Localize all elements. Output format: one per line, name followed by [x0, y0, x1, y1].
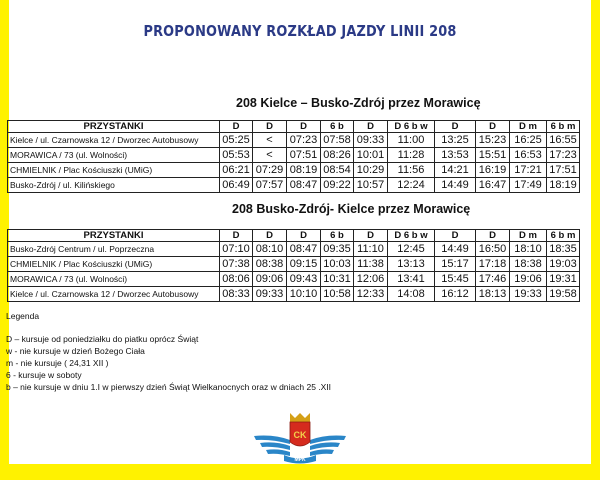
departure-time: 16:53 [510, 148, 547, 163]
departure-time: 13:53 [435, 148, 476, 163]
header-cell: D m [510, 121, 547, 133]
departure-time: 13:41 [388, 272, 435, 287]
stop-name: MORAWICA / 73 (ul. Wolności) [8, 272, 220, 287]
departure-time: 11:00 [388, 133, 435, 148]
departure-time: 08:47 [287, 242, 321, 257]
stop-name: Kielce / ul. Czarnowska 12 / Dworzec Autobusowy [8, 133, 220, 148]
table-header-row [8, 121, 580, 133]
header-cell: D 6 b w [388, 230, 435, 242]
header-cell: D [476, 121, 510, 133]
departure-time: 07:23 [287, 133, 321, 148]
departure-time: 07:58 [321, 133, 354, 148]
stop-name: MORAWICA / 73 (ul. Wolności) [8, 148, 220, 163]
table-row [8, 148, 580, 163]
departure-time: 19:31 [547, 272, 580, 287]
header-cell: D [220, 230, 253, 242]
departure-time: 14:21 [435, 163, 476, 178]
departure-time: 18:19 [547, 178, 580, 193]
header-cell: 6 b m [547, 121, 580, 133]
departure-time: 09:06 [253, 272, 287, 287]
timetable-2 [7, 229, 580, 302]
legend [6, 333, 331, 393]
legend-item: 6 - kursuje w soboty [6, 370, 82, 380]
departure-time: 08:33 [220, 287, 253, 302]
departure-time: 16:50 [476, 242, 510, 257]
departure-time: 16:12 [435, 287, 476, 302]
departure-time: 10:29 [354, 163, 388, 178]
departure-time: 14:49 [435, 178, 476, 193]
header-cell: D [287, 121, 321, 133]
header-cell: D [476, 230, 510, 242]
departure-time: 12:24 [388, 178, 435, 193]
departure-time: 18:10 [510, 242, 547, 257]
header-cell: PRZYSTANKI [8, 230, 220, 242]
departure-time: 17:21 [510, 163, 547, 178]
header-cell: D [354, 121, 388, 133]
table-row [8, 257, 580, 272]
departure-time: 05:53 [220, 148, 253, 163]
header-cell: 6 b m [547, 230, 580, 242]
departure-time: 14:08 [388, 287, 435, 302]
departure-time: 17:23 [547, 148, 580, 163]
departure-time: 17:51 [547, 163, 580, 178]
departure-time: 08:06 [220, 272, 253, 287]
stop-name: CHMIELNIK / Plac Kościuszki (UMiG) [8, 163, 220, 178]
timetable-1-title: 208 Kielce – Busko-Zdrój przez Morawicę [236, 96, 481, 110]
departure-time: 12:45 [388, 242, 435, 257]
departure-time: 08:10 [253, 242, 287, 257]
departure-time: 13:13 [388, 257, 435, 272]
departure-time: 18:35 [547, 242, 580, 257]
departure-time: 15:45 [435, 272, 476, 287]
stop-name: Kielce / ul. Czarnowska 12 / Dworzec Autobusowy [8, 287, 220, 302]
departure-time: 09:15 [287, 257, 321, 272]
svg-text:MPK: MPK [294, 457, 306, 463]
legend-item: w - nie kursuje w dzień Bożego Ciała [6, 346, 145, 356]
header-cell: D [435, 121, 476, 133]
departure-time: < [253, 148, 287, 163]
departure-time: 15:17 [435, 257, 476, 272]
ck-mpk-logo-icon [254, 410, 346, 471]
departure-time: 19:06 [510, 272, 547, 287]
departure-time: 09:22 [321, 178, 354, 193]
legend-title: Legenda [6, 311, 40, 321]
header-cell: 6 b [321, 230, 354, 242]
departure-time: 17:49 [510, 178, 547, 193]
header-cell: D 6 b w [388, 121, 435, 133]
departure-time: 17:46 [476, 272, 510, 287]
departure-time: 05:25 [220, 133, 253, 148]
departure-time: 07:38 [220, 257, 253, 272]
departure-time: 11:56 [388, 163, 435, 178]
header-cell: D [354, 230, 388, 242]
departure-time: 15:51 [476, 148, 510, 163]
header-cell: D [253, 121, 287, 133]
legend-item: D – kursuje od poniedziałku do piatku oprócz Świąt [6, 334, 199, 344]
departure-time: 09:35 [321, 242, 354, 257]
departure-time: 16:55 [547, 133, 580, 148]
departure-time: 07:57 [253, 178, 287, 193]
header-cell: D m [510, 230, 547, 242]
table-row [8, 242, 580, 257]
stop-name: Busko-Zdrój Centrum / ul. Poprzeczna [8, 242, 220, 257]
header-cell: 6 b [321, 121, 354, 133]
departure-time: 19:58 [547, 287, 580, 302]
header-cell: D [253, 230, 287, 242]
departure-time: 09:43 [287, 272, 321, 287]
stop-name: Busko-Zdrój / ul. Kilińskiego [8, 178, 220, 193]
departure-time: 16:25 [510, 133, 547, 148]
departure-time: 07:29 [253, 163, 287, 178]
departure-time: 19:33 [510, 287, 547, 302]
departure-time: 16:19 [476, 163, 510, 178]
departure-time: 11:10 [354, 242, 388, 257]
departure-time: 13:25 [435, 133, 476, 148]
departure-time: 11:38 [354, 257, 388, 272]
header-cell: D [435, 230, 476, 242]
table-row [8, 287, 580, 302]
departure-time: 10:58 [321, 287, 354, 302]
timetable-2-title: 208 Busko-Zdrój- Kielce przez Morawicę [232, 202, 471, 216]
departure-time: 06:21 [220, 163, 253, 178]
departure-time: 09:33 [354, 133, 388, 148]
header-cell: D [220, 121, 253, 133]
departure-time: 08:19 [287, 163, 321, 178]
page-title: PROPONOWANY ROZKŁAD JAZDY LINII 208 [143, 22, 457, 40]
departure-time: 10:57 [354, 178, 388, 193]
header-cell: PRZYSTANKI [8, 121, 220, 133]
departure-time: 17:18 [476, 257, 510, 272]
timetable-1 [7, 120, 580, 193]
frame-right-bar [591, 0, 600, 480]
table-header-row [8, 230, 580, 242]
header-cell: D [287, 230, 321, 242]
table-row [8, 163, 580, 178]
departure-time: 19:03 [547, 257, 580, 272]
departure-time: 14:49 [435, 242, 476, 257]
departure-time: 07:51 [287, 148, 321, 163]
table-row [8, 178, 580, 193]
departure-time: 10:31 [321, 272, 354, 287]
departure-time: 08:47 [287, 178, 321, 193]
departure-time: 12:06 [354, 272, 388, 287]
legend-item: m - nie kursuje ( 24,31 XII ) [6, 358, 109, 368]
departure-time: 18:13 [476, 287, 510, 302]
departure-time: 12:33 [354, 287, 388, 302]
departure-time: 10:03 [321, 257, 354, 272]
departure-time: 16:47 [476, 178, 510, 193]
departure-time: 09:33 [253, 287, 287, 302]
legend-item: b – nie kursuje w dniu 1.I w pierwszy dzień Świąt Wielkanocnych oraz w dniach 25 .XII [6, 382, 332, 392]
svg-text:CK: CK [293, 430, 307, 440]
departure-time: 10:01 [354, 148, 388, 163]
departure-time: 08:38 [253, 257, 287, 272]
departure-time: 18:38 [510, 257, 547, 272]
departure-time: 10:10 [287, 287, 321, 302]
departure-time: < [253, 133, 287, 148]
departure-time: 15:23 [476, 133, 510, 148]
departure-time: 08:26 [321, 148, 354, 163]
stop-name: CHMIELNIK / Plac Kościuszki (UMiG) [8, 257, 220, 272]
departure-time: 06:49 [220, 178, 253, 193]
table-row [8, 272, 580, 287]
table-row [8, 133, 580, 148]
departure-time: 08:54 [321, 163, 354, 178]
departure-time: 07:10 [220, 242, 253, 257]
departure-time: 11:28 [388, 148, 435, 163]
